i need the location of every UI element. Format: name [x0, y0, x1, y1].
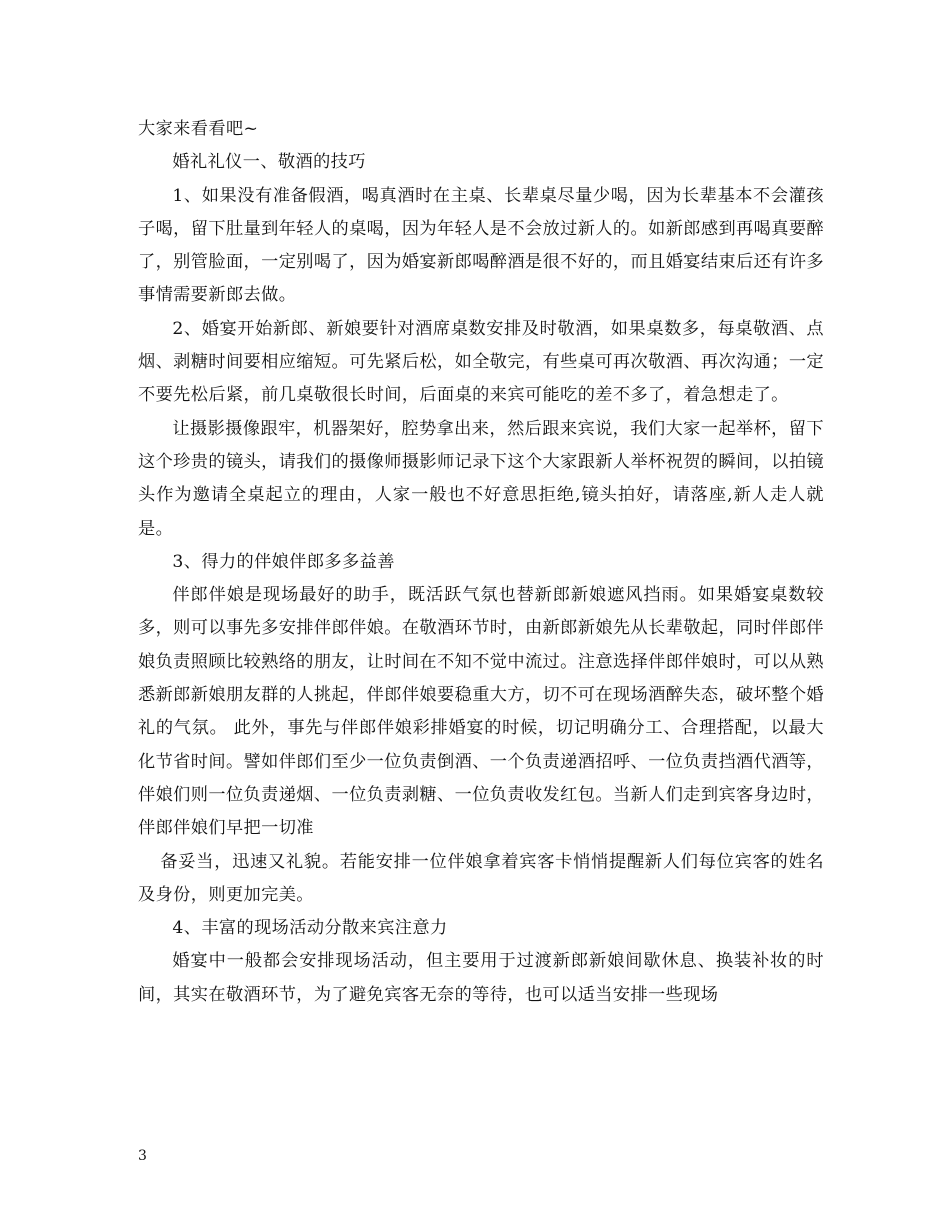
page-number: 3 — [138, 1148, 147, 1164]
section-heading-toasting: 婚礼礼仪一、敬酒的技巧 — [172, 152, 366, 173]
paragraph-activities: 婚宴中一般都会安排现场活动，但主要用于过渡新郎新娘间歇休息、换装补妆的时间，其实在敬酒环节，为了避免宾客无奈的等待，也可以适当安排一些现场 — [138, 951, 824, 1005]
paragraph-attendants-continued: 备妥当，迅速又礼貌。若能安排一位伴娘拿着宾客卡悄悄提醒新人们每位宾客的姓名及身份，则更加完美。 — [138, 851, 824, 905]
document-body — [138, 113, 824, 1012]
paragraph-photo-toast: 让摄影摄像跟牢，机器架好，腔势拿出来，然后跟来宾说，我们大家一起举杯，留下这个珍贵的镜头，请我们的摄像师摄影师记录下这个大家跟新人举杯祝贺的瞬间，以拍镜头作为邀请全桌起立的理由，人家一般也不好意思拒绝,镜头拍好，请落座,新人走人就是。 — [138, 418, 824, 539]
paragraph-tip-2: 2、婚宴开始新郎、新娘要针对酒席桌数安排及时敬酒，如果桌数多，每桌敬酒、点烟、剥糖时间要相应缩短。可先紧后松，如全敬完，有些桌可再次敬酒、再次沟通；一定不要先松后紧，前几桌敬很长时间，后面桌的来宾可能吃的差不多了，着急想走了。 — [138, 318, 824, 406]
paragraph-tip-1: 1、如果没有准备假酒，喝真酒时在主桌、长辈桌尽量少喝，因为长辈基本不会灌孩子喝，留下肚量到年轻人的桌喝，因为年轻人是不会放过新人的。如新郎感到再喝真要醉了，别管脸面，一定别喝了，因为婚宴新郎喝醉酒是很不好的，而且婚宴结束后还有许多事情需要新郎去做。 — [138, 185, 824, 306]
intro-line: 大家来看看吧~ — [138, 119, 259, 139]
section-heading-activities: 4、丰富的现场活动分散来宾注意力 — [172, 918, 448, 939]
paragraph-attendants: 伴郎伴娘是现场最好的助手，既活跃气氛也替新郎新娘遮风挡雨。如果婚宴桌数较多，则可以事先多安排伴郎伴娘。在敬酒环节时，由新郎新娘先从长辈敬起，同时伴郎伴娘负责照顾比较熟络的朋友，让时间在不知不觉中流过。注意选择伴郎伴娘时，可以从熟悉新郎新娘朋友群的人挑起，伴郎伴娘要稳重大方，切不可在现场酒醉失态，破坏整个婚礼的气氛。 此外，事先与伴郎伴娘彩排婚宴的时候，切记明确分工、合理搭配，以最大化节省时间。譬如伴郎们至少一位负责倒酒、一个负责递酒招呼、一位负责挡酒代酒等，伴娘们则一位负责递烟、一位负责剥糖、一位负责收发红包。当新人们走到宾客身边时，伴郎伴娘们早把一切准 — [138, 585, 824, 839]
section-heading-attendants: 3、得力的伴娘伴郎多多益善 — [172, 551, 395, 572]
